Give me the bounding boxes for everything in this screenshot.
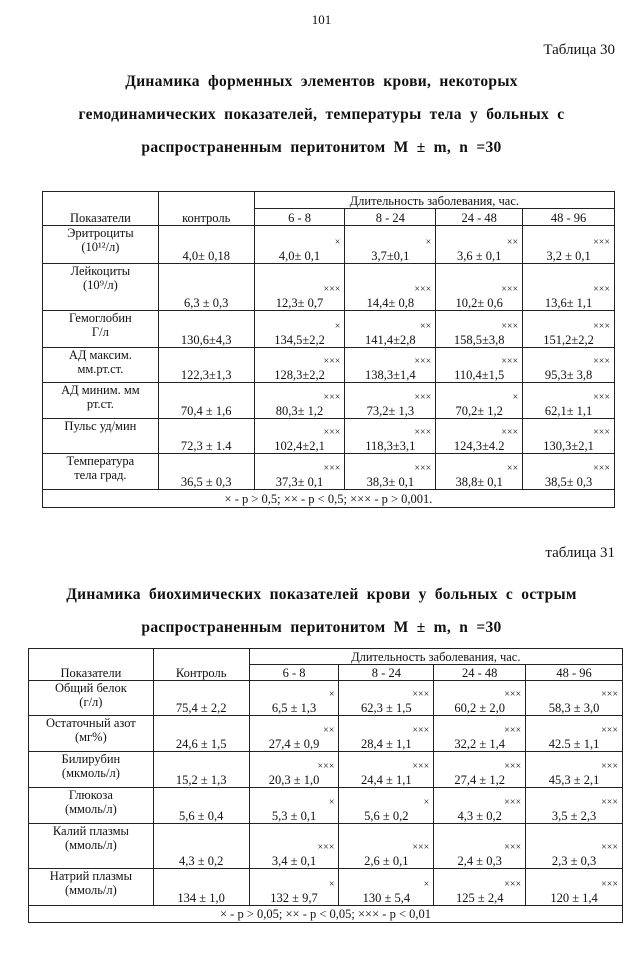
significance-mark: ××× bbox=[504, 879, 522, 890]
table-row bbox=[43, 419, 615, 454]
row-indicator-name-line: (г/л) bbox=[79, 695, 103, 709]
header-period: 8 - 24 bbox=[345, 209, 436, 226]
row-indicator-name-line: тела град. bbox=[74, 468, 127, 482]
period-value-cell bbox=[436, 348, 523, 383]
period-value: 128,3±2,2 bbox=[274, 368, 325, 382]
table-row bbox=[29, 752, 623, 788]
period-value-cell bbox=[526, 752, 623, 788]
table-30-title-line: гемодинамических показателей, температуры тела у больных с bbox=[78, 106, 565, 123]
period-value-cell bbox=[434, 824, 526, 869]
row-indicator-name-line: Калий плазмы bbox=[52, 824, 129, 838]
significance-mark: ××× bbox=[601, 879, 618, 890]
control-value-text: 130,6±4,3 bbox=[180, 333, 232, 347]
period-value-cell bbox=[254, 348, 345, 383]
period-value-cell bbox=[436, 383, 523, 419]
control-value-text: 4,3 ± 0,2 bbox=[178, 854, 224, 868]
significance-mark: ××× bbox=[504, 761, 522, 772]
period-value: 27,4 ± 1,2 bbox=[454, 773, 506, 787]
period-value: 12,3± 0,7 bbox=[275, 296, 324, 310]
period-value-cell bbox=[339, 681, 434, 716]
period-value: 3,5 ± 2,3 bbox=[551, 809, 597, 823]
period-value: 130,3±2,1 bbox=[543, 439, 594, 453]
period-value: 70,2± 1,2 bbox=[455, 404, 503, 418]
period-value-cell bbox=[434, 869, 526, 906]
period-value-cell bbox=[254, 419, 345, 454]
table-31-title-line: Динамика биохимических показателей крови у больных с острым bbox=[66, 586, 577, 603]
period-value: 3,4 ± 0,1 bbox=[271, 854, 317, 868]
row-indicator-name-line: (10¹²/л) bbox=[81, 240, 120, 254]
table-30-title-line: Динамика форменных элементов крови, некоторых bbox=[125, 73, 518, 90]
period-value-cell bbox=[339, 752, 434, 788]
row-indicator-name-line: мм.рт.ст. bbox=[77, 362, 124, 376]
table-30-title bbox=[20, 65, 623, 164]
period-value-cell bbox=[523, 264, 615, 311]
table-30-body bbox=[43, 226, 615, 490]
significance-mark: ××× bbox=[593, 427, 610, 438]
period-value-cell bbox=[254, 264, 345, 311]
control-value-text: 6,3 ± 0,3 bbox=[184, 296, 229, 310]
period-value-cell bbox=[526, 681, 623, 716]
period-value-cell bbox=[436, 226, 523, 264]
period-value-cell bbox=[249, 752, 339, 788]
row-indicator-name bbox=[43, 454, 159, 490]
significance-mark: ××× bbox=[601, 689, 618, 700]
significance-mark: ××× bbox=[504, 725, 522, 736]
table-30-note: × - p > 0,5; ×× - p < 0,5; ××× - p > 0,001. bbox=[43, 490, 615, 508]
period-value: 3,7±0,1 bbox=[371, 249, 410, 263]
header-duration-text: Длительность заболевания, час. bbox=[349, 194, 519, 208]
row-indicator-name-line: Общий белок bbox=[54, 681, 127, 695]
control-value-text: 15,2 ± 1,3 bbox=[175, 773, 227, 787]
control-value-text: 5,6 ± 0,4 bbox=[178, 809, 224, 823]
header-period: 6 - 8 bbox=[249, 665, 339, 681]
control-value bbox=[153, 716, 249, 752]
period-value: 62,1± 1,1 bbox=[544, 404, 593, 418]
row-indicator-name-line: Глюкоза bbox=[68, 788, 113, 802]
period-value: 32,2 ± 1,4 bbox=[454, 737, 506, 751]
control-value bbox=[158, 383, 254, 419]
significance-mark: ×× bbox=[323, 725, 335, 736]
period-value-cell bbox=[523, 311, 615, 348]
header-duration-text: Длительность заболевания, час. bbox=[351, 650, 521, 664]
period-value-cell bbox=[345, 264, 436, 311]
period-value-cell bbox=[436, 311, 523, 348]
period-value: 138,3±1,4 bbox=[365, 368, 416, 382]
significance-mark: ××× bbox=[412, 689, 430, 700]
period-value-cell bbox=[254, 454, 345, 490]
period-value-cell bbox=[339, 869, 434, 906]
period-value-cell bbox=[434, 681, 526, 716]
significance-mark: ××× bbox=[414, 392, 432, 403]
period-value: 125 ± 2,4 bbox=[455, 891, 504, 905]
period-value: 5,3 ± 0,1 bbox=[271, 809, 317, 823]
control-value-text: 36,5 ± 0,3 bbox=[180, 475, 232, 489]
control-value bbox=[158, 419, 254, 454]
header-period: 24 - 48 bbox=[434, 665, 526, 681]
control-value bbox=[153, 752, 249, 788]
header-indicators: Показатели bbox=[43, 192, 159, 226]
row-indicator-name-line: (ммоль/л) bbox=[64, 883, 117, 897]
period-value-cell bbox=[436, 454, 523, 490]
period-value: 2,6 ± 0,1 bbox=[364, 854, 409, 868]
table-row bbox=[43, 383, 615, 419]
table-row bbox=[29, 869, 623, 906]
period-value: 38,3± 0,1 bbox=[366, 475, 415, 489]
control-value-text: 134 ± 1,0 bbox=[177, 891, 225, 905]
significance-mark: ××× bbox=[501, 356, 519, 367]
header-control: Контроль bbox=[153, 649, 249, 681]
row-indicator-name-line: (мкмоль/л) bbox=[61, 766, 120, 780]
period-value: 124,3±4.2 bbox=[453, 439, 505, 453]
significance-mark: × bbox=[423, 797, 430, 808]
period-value-cell bbox=[345, 383, 436, 419]
period-value: 102,4±2,1 bbox=[274, 439, 325, 453]
significance-mark: × bbox=[334, 237, 341, 248]
row-indicator-name bbox=[43, 226, 159, 264]
period-value-cell bbox=[249, 716, 339, 752]
significance-mark: ××× bbox=[601, 797, 618, 808]
table-row bbox=[29, 716, 623, 752]
significance-mark: ××× bbox=[601, 842, 618, 853]
period-value-cell bbox=[526, 824, 623, 869]
control-value bbox=[153, 788, 249, 824]
row-indicator-name bbox=[43, 348, 159, 383]
control-value-text: 72,3 ± 1.4 bbox=[180, 439, 232, 453]
control-value bbox=[158, 454, 254, 490]
table-31 bbox=[28, 648, 623, 923]
period-value-cell bbox=[345, 311, 436, 348]
significance-mark: ××× bbox=[323, 463, 341, 474]
period-value: 5,6 ± 0,2 bbox=[364, 809, 409, 823]
period-value-cell bbox=[434, 752, 526, 788]
significance-mark: ××× bbox=[317, 761, 335, 772]
period-value: 118,3±3,1 bbox=[365, 439, 416, 453]
period-value-cell bbox=[523, 348, 615, 383]
row-indicator-name bbox=[43, 383, 159, 419]
control-value bbox=[158, 226, 254, 264]
control-value bbox=[153, 869, 249, 906]
row-indicator-name bbox=[29, 869, 154, 906]
significance-mark: × bbox=[423, 879, 430, 890]
period-value: 134,5±2,2 bbox=[274, 333, 325, 347]
control-value-text: 4,0± 0,18 bbox=[182, 249, 230, 263]
significance-mark: ××× bbox=[501, 321, 519, 332]
control-value bbox=[153, 681, 249, 716]
table-row bbox=[43, 226, 615, 264]
row-indicator-name bbox=[43, 264, 159, 311]
row-indicator-name-line: Остаточный азот bbox=[45, 716, 136, 730]
significance-mark: ××× bbox=[504, 689, 522, 700]
significance-mark: ××× bbox=[593, 284, 610, 295]
table-30-label: Таблица 30 bbox=[543, 42, 615, 58]
period-value-cell bbox=[249, 788, 339, 824]
significance-mark: ××× bbox=[593, 321, 610, 332]
significance-mark: ××× bbox=[593, 463, 610, 474]
period-value: 3,2 ± 0,1 bbox=[546, 249, 591, 263]
period-value: 95,3± 3,8 bbox=[544, 368, 593, 382]
row-indicator-name-line: АД максим. bbox=[68, 348, 132, 362]
row-indicator-name bbox=[29, 752, 154, 788]
row-indicator-name bbox=[29, 716, 154, 752]
significance-mark: ××× bbox=[601, 725, 618, 736]
period-value-cell bbox=[436, 419, 523, 454]
table-31-title bbox=[20, 578, 623, 644]
row-indicator-name bbox=[43, 311, 159, 348]
row-indicator-name-line: (10⁹/л) bbox=[82, 278, 118, 292]
row-indicator-name-line: Пульс уд/мин bbox=[64, 419, 137, 433]
period-value: 141,4±2,8 bbox=[365, 333, 416, 347]
header-period: 8 - 24 bbox=[339, 665, 434, 681]
page-number: 101 bbox=[311, 12, 332, 27]
row-indicator-name bbox=[29, 788, 154, 824]
significance-mark: ××× bbox=[593, 237, 610, 248]
significance-mark: ×× bbox=[506, 463, 519, 474]
row-indicator-name-line: Температура bbox=[66, 454, 135, 468]
control-value-text: 122,3±1,3 bbox=[180, 368, 232, 382]
table-31-title-line: распространенным перитонитом M ± m, n =30 bbox=[141, 619, 502, 636]
period-value-cell bbox=[339, 788, 434, 824]
header-duration bbox=[254, 192, 614, 209]
significance-mark: ××× bbox=[414, 356, 432, 367]
significance-mark: × bbox=[328, 797, 335, 808]
significance-mark: × bbox=[334, 321, 341, 332]
table-31-label: таблица 31 bbox=[545, 545, 615, 561]
significance-mark: ××× bbox=[414, 463, 432, 474]
period-value: 27,4 ± 0,9 bbox=[268, 737, 320, 751]
control-value bbox=[153, 824, 249, 869]
period-value: 3,6 ± 0,1 bbox=[457, 249, 502, 263]
period-value: 42.5 ± 1,1 bbox=[548, 737, 600, 751]
period-value: 120 ± 1,4 bbox=[550, 891, 598, 905]
period-value: 37,3± 0,1 bbox=[275, 475, 324, 489]
period-value: 4,3 ± 0,2 bbox=[457, 809, 502, 823]
significance-mark: ××× bbox=[504, 797, 522, 808]
period-value-cell bbox=[249, 824, 339, 869]
period-value: 2,4 ± 0,3 bbox=[457, 854, 502, 868]
significance-mark: ××× bbox=[412, 761, 430, 772]
period-value: 110,4±1,5 bbox=[454, 368, 505, 382]
period-value-cell bbox=[345, 348, 436, 383]
period-value: 2,3 ± 0,3 bbox=[551, 854, 597, 868]
significance-mark: ××× bbox=[593, 392, 610, 403]
significance-mark: ××× bbox=[593, 356, 610, 367]
period-value: 20,3 ± 1,0 bbox=[268, 773, 320, 787]
table-row bbox=[43, 311, 615, 348]
period-value: 60,2 ± 2,0 bbox=[454, 701, 506, 715]
significance-mark: ××× bbox=[323, 427, 341, 438]
period-value: 45,3 ± 2,1 bbox=[548, 773, 600, 787]
period-value-cell bbox=[345, 454, 436, 490]
row-indicator-name bbox=[43, 419, 159, 454]
period-value: 38,5± 0,3 bbox=[544, 475, 593, 489]
header-period: 48 - 96 bbox=[526, 665, 623, 681]
period-value: 38,8± 0,1 bbox=[455, 475, 503, 489]
period-value-cell bbox=[345, 226, 436, 264]
significance-mark: ××× bbox=[412, 725, 430, 736]
header-indicators: Показатели bbox=[29, 649, 154, 681]
row-indicator-name-line: (мг%) bbox=[74, 730, 107, 744]
period-value-cell bbox=[523, 226, 615, 264]
period-value-cell bbox=[526, 716, 623, 752]
period-value: 10,2± 0,6 bbox=[455, 296, 503, 310]
table-row bbox=[29, 788, 623, 824]
row-indicator-name-line: Натрий плазмы bbox=[49, 869, 132, 883]
significance-mark: × bbox=[328, 879, 335, 890]
table-row bbox=[43, 454, 615, 490]
period-value: 73,2± 1,3 bbox=[366, 404, 415, 418]
header-period: 48 - 96 bbox=[523, 209, 615, 226]
period-value: 132 ± 9,7 bbox=[270, 891, 318, 905]
row-indicator-name-line: Гемоглобин bbox=[69, 311, 132, 325]
period-value: 6,5 ± 1,3 bbox=[271, 701, 317, 715]
period-value-cell bbox=[523, 383, 615, 419]
significance-mark: ××× bbox=[601, 761, 618, 772]
significance-mark: × bbox=[425, 237, 432, 248]
period-value-cell bbox=[339, 824, 434, 869]
period-value: 130 ± 5,4 bbox=[362, 891, 411, 905]
period-value-cell bbox=[436, 264, 523, 311]
period-value-cell bbox=[434, 716, 526, 752]
period-value-cell bbox=[254, 311, 345, 348]
significance-mark: ××× bbox=[414, 284, 432, 295]
period-value: 80,3± 1,2 bbox=[275, 404, 324, 418]
period-value-cell bbox=[254, 226, 345, 264]
row-indicator-name-line: Билирубин bbox=[61, 752, 121, 766]
period-value: 62,3 ± 1,5 bbox=[361, 701, 412, 715]
period-value-cell bbox=[339, 716, 434, 752]
significance-mark: × bbox=[512, 392, 519, 403]
significance-mark: ×× bbox=[419, 321, 432, 332]
period-value: 13,6± 1,1 bbox=[544, 296, 593, 310]
row-indicator-name-line: Эритроциты bbox=[67, 226, 134, 240]
period-value-cell bbox=[249, 681, 339, 716]
control-value bbox=[158, 264, 254, 311]
header-period: 6 - 8 bbox=[254, 209, 345, 226]
table-row bbox=[43, 348, 615, 383]
control-value-text: 75,4 ± 2,2 bbox=[175, 701, 227, 715]
row-indicator-name-line: (ммоль/л) bbox=[64, 802, 117, 816]
row-indicator-name-line: (ммоль/л) bbox=[64, 838, 117, 852]
table-row bbox=[29, 681, 623, 716]
table-31-body bbox=[29, 681, 623, 906]
header-period: 24 - 48 bbox=[436, 209, 523, 226]
table-30 bbox=[42, 191, 615, 508]
row-indicator-name bbox=[29, 824, 154, 869]
significance-mark: × bbox=[328, 689, 335, 700]
period-value-cell bbox=[523, 419, 615, 454]
period-value: 58,3 ± 3,0 bbox=[548, 701, 600, 715]
period-value-cell bbox=[434, 788, 526, 824]
significance-mark: ××× bbox=[501, 427, 519, 438]
row-indicator-name-line: Г/л bbox=[91, 325, 109, 339]
period-value-cell bbox=[526, 869, 623, 906]
period-value-cell bbox=[523, 454, 615, 490]
control-value bbox=[158, 348, 254, 383]
period-value: 24,4 ± 1,1 bbox=[361, 773, 412, 787]
significance-mark: ××× bbox=[317, 842, 335, 853]
period-value: 28,4 ± 1,1 bbox=[361, 737, 412, 751]
significance-mark: ××× bbox=[412, 842, 430, 853]
row-indicator-name-line: рт.ст. bbox=[86, 397, 114, 411]
period-value-cell bbox=[526, 788, 623, 824]
period-value: 4,0± 0,1 bbox=[278, 249, 321, 263]
control-value bbox=[158, 311, 254, 348]
control-value-text: 70,4 ± 1,6 bbox=[180, 404, 232, 418]
period-value: 14,4± 0,8 bbox=[366, 296, 415, 310]
row-indicator-name bbox=[29, 681, 154, 716]
significance-mark: ××× bbox=[501, 284, 519, 295]
table-row bbox=[43, 264, 615, 311]
significance-mark: ××× bbox=[323, 356, 341, 367]
period-value: 151,2±2,2 bbox=[543, 333, 594, 347]
table-31-note: × - p > 0,05; ×× - p < 0,05; ××× - p < 0,01 bbox=[29, 906, 623, 923]
header-control: контроль bbox=[158, 192, 254, 226]
significance-mark: ××× bbox=[504, 842, 522, 853]
row-indicator-name-line: Лейкоциты bbox=[70, 264, 131, 278]
significance-mark: ××× bbox=[323, 284, 341, 295]
table-row bbox=[29, 824, 623, 869]
header-duration bbox=[249, 649, 622, 665]
period-value: 158,5±3,8 bbox=[453, 333, 505, 347]
table-30-title-line: распространенным перитонитом M ± m, n =30 bbox=[141, 139, 502, 156]
period-value-cell bbox=[249, 869, 339, 906]
significance-mark: ××× bbox=[323, 392, 341, 403]
period-value-cell bbox=[345, 419, 436, 454]
period-value-cell bbox=[254, 383, 345, 419]
row-indicator-name-line: АД миним. мм bbox=[61, 383, 140, 397]
control-value-text: 24,6 ± 1,5 bbox=[175, 737, 227, 751]
significance-mark: ×× bbox=[506, 237, 519, 248]
significance-mark: ××× bbox=[414, 427, 432, 438]
